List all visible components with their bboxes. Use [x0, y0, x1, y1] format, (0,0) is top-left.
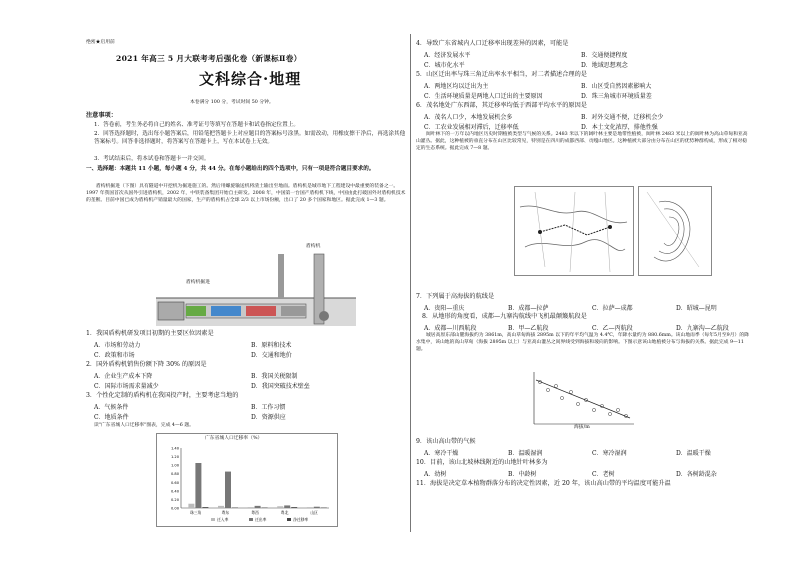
q6-option-a[interactable]: A．茂名人口少，本地发展机会多 [424, 114, 513, 121]
q9-option-b[interactable]: B．温暖湿润 [508, 450, 543, 457]
bar-净迁移率 [291, 507, 297, 508]
right-column [416, 0, 750, 562]
page-title: 文科综合·地理 [199, 70, 302, 88]
legend-label: 迁出率 [255, 517, 267, 522]
contour-map-svg [639, 187, 711, 275]
legend-swatch [211, 518, 215, 521]
y-tick-label: 1.20 [170, 455, 179, 460]
q4-option-a[interactable]: A．经济发展水平 [424, 52, 471, 59]
score-note: 本卷满分 100 分，考试时间 50 分钟。 [190, 100, 274, 105]
x-tick-label: 粤西 [251, 510, 259, 515]
bar-迁入率 [277, 506, 283, 508]
notice-item-2: 2．回答选择题时，选出每小题答案后，用铅笔把答题卡上对应题目的答案标号涂黑。如需改动，用橡皮擦干净后，再选涂其他答案标号。回答非选择题时，将答案写在答题卡上，写在本试卷上无效。 [94, 131, 406, 146]
q6-stem: 6．茂名地处广东西部，其迁移率均低于西部平均水平的原因是 [416, 102, 587, 109]
migration-chart [156, 433, 338, 527]
q10-option-a[interactable]: A．幼树 [424, 471, 447, 478]
notice-item-1: 1．答卷前，考生务必将自己的姓名、准考证号等填写在答题卡和试卷指定位置上。 [94, 122, 299, 128]
q6-option-b[interactable]: B．对外交通不便，迁移机会少 [581, 114, 664, 121]
notice-heading: 注意事项： [86, 112, 117, 119]
legend-label: 净迁移率 [293, 517, 309, 522]
legend-label: 迁入率 [217, 517, 229, 522]
y-tick-label: 0.80 [170, 472, 179, 477]
q5-stem: 5．山区迁出率与珠三角迁出率水平相当，对二者描述合理的是 [416, 71, 587, 78]
q8-option-c[interactable]: C．乙—丙航段 [592, 325, 633, 332]
q5-option-a[interactable]: A．两地区均以迁出为主 [424, 83, 489, 90]
q3-stem: 3．个性化定制的盾构机在我国投产时，主要考虑当地的 [86, 392, 239, 399]
passage4: 城居高原东部山麓海拔约为 3861m，高山草甸海拔 2895m 以下的年平均气温为 4.4℃，年降水量约为 880.6mm。该山地雨季（每年5月至9月）的降水集中，该山地的高山草甸（海拔 2895m 以上）与亚高山灌丛之间界线受到海拔和坡向的影响。下图示意该山地植被分布与海拔的关系。据此完成 9—11 题。 [416, 333, 749, 352]
chart-title: 广东省城人口迁移率（%） [205, 436, 263, 441]
bar-迁入率 [248, 507, 254, 508]
q1-option-c[interactable]: C．政策和市场 [94, 352, 135, 359]
q7-option-c[interactable]: C．拉萨—成都 [592, 305, 633, 312]
q2-option-d[interactable]: D．我国突破技术壁垒 [251, 383, 310, 390]
q2-option-c[interactable]: C．国际市场需求量减少 [94, 383, 159, 390]
q8-stem: 8．从地形的角度看，成都—九寨沟航线中飞机最颠簸航段是 [422, 313, 587, 320]
q5-option-b[interactable]: B．山区受自然因素影响大 [581, 83, 652, 90]
q4-option-b[interactable]: B．交通便捷程度 [581, 52, 628, 59]
q6-option-c[interactable]: C．工农业发展相对滞后，迁移率低 [424, 124, 519, 131]
x-tick-label: 珠三角 [190, 510, 202, 515]
q2-option-a[interactable]: A．企业生产成本下降 [94, 373, 153, 380]
left-column [86, 0, 406, 562]
bar-迁入率 [307, 507, 313, 508]
q3-option-b[interactable]: B．工作习惯 [251, 404, 286, 411]
q9-option-a[interactable]: A．寒冷干燥 [424, 450, 459, 457]
y-tick-label: 0.40 [170, 489, 179, 494]
legend-swatch [287, 518, 291, 521]
q6-option-d[interactable]: D．本土文化浓厚，排他性强 [581, 124, 658, 131]
q7-option-d[interactable]: D．昭城—昆明 [676, 305, 717, 312]
legend-swatch [249, 518, 253, 521]
q1-option-a[interactable]: A．市场和劳动力 [94, 342, 141, 349]
q9-stem: 9．该山高山带的气候 [416, 438, 476, 445]
q8-option-b[interactable]: B．甲—乙航段 [508, 325, 549, 332]
y-tick-label: 1.00 [170, 463, 179, 468]
q5-option-d[interactable]: D．珠三角城市环境质量差 [581, 93, 652, 100]
secret-label: 绝密★启用前 [86, 40, 115, 45]
bar-迁出率 [255, 506, 261, 508]
q7-option-b[interactable]: B．成都—拉萨 [508, 305, 549, 312]
bar-迁出率 [225, 472, 231, 508]
q7-stem: 7．下列属于高海拔的航线是 [416, 293, 495, 300]
section1-intro: 一、选择题：本题共 11 小题，每小题 4 分，共 44 分。在每小题给出的四个选项中，只有一项是符合题目要求的。 [86, 166, 375, 172]
x-tick-label: 粤东 [221, 510, 230, 515]
q4-option-d[interactable]: D．地域思想观念 [581, 62, 628, 69]
bar-迁出率 [284, 505, 290, 508]
passage2: 读"广东省城人口迁移率"图表，完成 4—6 题。 [94, 423, 194, 428]
notice-item-3: 3．考试结束后，将本试卷和答题卡一并交回。 [94, 156, 210, 162]
bar-迁出率 [314, 507, 320, 508]
q5-option-c[interactable]: C．生活环境质量是两地人口迁出的主要原因 [424, 93, 543, 100]
bar-迁出率 [195, 463, 201, 508]
scatter-svg [526, 370, 636, 432]
q3-option-c[interactable]: C．地质条件 [94, 414, 129, 421]
column-divider [410, 34, 411, 532]
q4-stem: 4．导致广东省城内人口迁移率出现差异的因素，可能是 [416, 40, 569, 47]
route-map [514, 186, 634, 276]
scatter-plot [526, 370, 636, 432]
bar-chart-svg [157, 434, 337, 526]
q10-option-b[interactable]: B．中龄树 [508, 471, 537, 478]
y-tick-label: 0.60 [170, 480, 179, 485]
q8-option-a[interactable]: A．成都—川西航段 [424, 325, 477, 332]
q7-option-a[interactable]: A．贵阳—重庆 [424, 305, 465, 312]
bar-净迁移率 [202, 507, 208, 508]
tunnel-boring-figure [156, 246, 356, 326]
bar-迁入率 [218, 506, 224, 508]
passage3: 阔叶林下的一万年以内地区历史时期植被类型与气候的关系。2483 米以下的阔叶林主要是地带性植被，阔叶林 2483 米以上的阔叶林为高山草甸和亚高山灌丛。据此，这种植被的垂直分布在山区比较常见，特别是在四川的成都西部、贡嘎山地区。这种植被大部分由分布在山区的优势种群构成，形成了相对稳定的生态系统。据此完成 7—8 题。 [416, 132, 748, 151]
route-map-svg [515, 187, 633, 275]
q8-option-d[interactable]: D．九寨沟—乙航段 [676, 325, 729, 332]
exam-title: 2021 年高三 5 月大联考考后强化卷（新课标Ⅱ卷） [116, 54, 302, 63]
q9-option-c[interactable]: C．寒冷湿润 [592, 450, 627, 457]
q3-option-d[interactable]: D．资源供应 [251, 414, 286, 421]
q1-option-d[interactable]: D．交通和地价 [251, 352, 292, 359]
q9-option-d[interactable]: D．温暖干燥 [676, 450, 711, 457]
q10-stem: 10．目前，该山北坡林线附近的山地针叶林多为 [416, 459, 548, 466]
contour-map [638, 186, 712, 276]
q1-stem: 1．我国盾构机研发项目初期的主要区位因素是 [86, 330, 214, 337]
scatter-xlabel: 海拔/m [574, 425, 590, 430]
q3-option-a[interactable]: A．气候条件 [94, 404, 129, 411]
y-tick-label: 0.20 [170, 497, 179, 502]
x-tick-label: 山区 [310, 510, 318, 515]
section1-passage: 盾构机掘进（下图）具有隧道中开挖机为掘进施工的。然后用螺旋输送机将渣土输出至地面。盾构机是城市地下工程建设中最重要的装备之一。1997 年我国首次从国外引进盾构机，2002 年，中铁装备集团开始自主研发。2008 年，中国第一台国产盾构机下线，中国由此打破国外对盾构机技术的垄断。目前中国已成为盾构机产销量最大的国家，生产的盾构机占全球 2/3 以上市场份额，出口了 20 多个国家和地区。据此完成 1—3 题。 [86, 184, 406, 203]
q4-option-c[interactable]: C．城市化水平 [424, 62, 465, 69]
y-tick-label: 0.00 [170, 506, 179, 511]
bar-迁入率 [188, 504, 194, 508]
figure-label-1: 盾构机掘进 [186, 280, 210, 285]
q1-option-b[interactable]: B．原料和技术 [251, 342, 292, 349]
q10-option-c[interactable]: C．老树 [592, 471, 615, 478]
y-tick-label: 1.40 [170, 446, 179, 451]
q10-option-d[interactable]: D．各树龄混杂 [676, 471, 717, 478]
q11-stem: 11．海拔是决定草本植物群落分布的决定性因素，近 20 年，该山高山带的平均温度可能升温 [416, 480, 671, 487]
figure-label-2: 盾构机 [306, 244, 321, 249]
q2-stem: 2．国外盾构机销售份额下降 30% 的原因是 [86, 361, 207, 368]
x-tick-label: 粤北 [280, 510, 289, 515]
q2-option-b[interactable]: B．我国关税限制 [251, 373, 298, 380]
